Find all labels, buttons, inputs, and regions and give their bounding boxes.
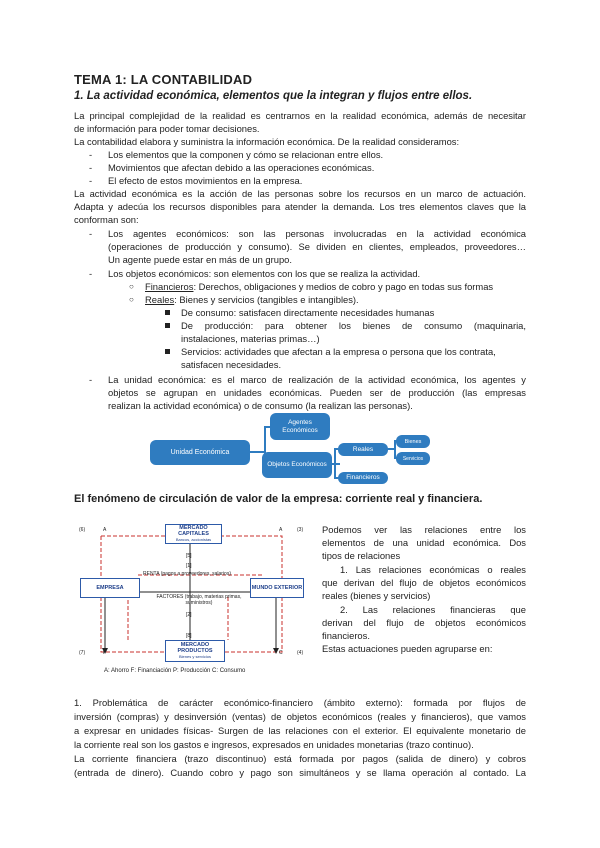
flow-number: [8] bbox=[186, 633, 192, 639]
rel2-line2: derivan del flujo de objetos económicos bbox=[322, 617, 526, 628]
final-para-line: a expresar en unidades físicas- Surgen de las relaciones con el exterior. El equivalente monetario de bbox=[74, 725, 526, 736]
final-para-line: inversión (compras) y desinversión (ventas) de objetos económicos (reales y financieros), que vamos bbox=[74, 711, 526, 722]
servicios-box: Servicios bbox=[396, 452, 430, 465]
objetos-text: Los objetos económicos: son elementos con los que se realiza la actividad. bbox=[108, 268, 421, 279]
final-para-line: la corriente real son los gastos e ingresos, expresados en unidades monetarias (trazo continuo). bbox=[74, 739, 474, 750]
circle-bullet: ○ bbox=[129, 295, 134, 304]
financieros-text: : Derechos, obligaciones y medios de cobro y pago en todas sus formas bbox=[193, 281, 494, 292]
agentes-line3: Un agente puede estar en más de un grupo. bbox=[108, 254, 292, 265]
mercado-productos-sub: Bienes y servicios bbox=[178, 654, 211, 659]
rel2-line3: financieros. bbox=[322, 630, 370, 641]
flow-number: (6) bbox=[79, 527, 86, 533]
flow-number: [5] bbox=[186, 553, 192, 559]
rel2-line1: 2. Las relaciones financieras que bbox=[340, 604, 526, 615]
unidad-line1: La unidad económica: es el marco de realización de la actividad económica, los agentes y bbox=[108, 374, 526, 385]
mundo-exterior-box: MUNDO EXTERIOR bbox=[250, 578, 304, 598]
agentes-line1: Los agentes económicos: son las personas involucradas en la actividad económica bbox=[108, 228, 526, 239]
rel1-line3: reales (bienes y servicios) bbox=[322, 590, 431, 601]
para1-line1: La principal complejidad de la realidad es centrarnos en la realidad económica, además de necesitar bbox=[74, 110, 526, 121]
rel1-line1: 1. Las relaciones económicas o reales bbox=[340, 564, 526, 575]
section-2-title: El fenómeno de circulación de valor de la empresa: corriente real y financiera. bbox=[74, 493, 483, 505]
node-letter: A bbox=[103, 527, 107, 533]
produccion-line1: De producción: para obtener los bienes de consumo (maquinaria, bbox=[181, 320, 526, 331]
dash-bullet: - bbox=[89, 228, 93, 239]
para1-line2: de información para poder tomar decisiones. bbox=[74, 123, 260, 134]
right-para-line2: elementos de una unidad económica. Dos bbox=[322, 537, 526, 548]
financieros-term: Financieros bbox=[145, 281, 194, 292]
financieros-box: Financieros bbox=[338, 472, 388, 484]
dash-bullet: - bbox=[89, 374, 93, 385]
dash-bullet: - bbox=[89, 149, 93, 160]
mercado-productos-label: MERCADO PRODUCTOS bbox=[177, 642, 213, 654]
para3-line2: Adapta y adecúa los recursos disponibles para atender la demanda. Los tres elementos claves que la bbox=[74, 201, 526, 212]
produccion-line2: instalaciones, materias primas…) bbox=[181, 333, 320, 344]
node-letter: A bbox=[279, 527, 283, 533]
flow-number: (3) bbox=[297, 527, 304, 533]
flow-number: (4) bbox=[297, 650, 304, 656]
para3-line3: conforman son: bbox=[74, 214, 139, 225]
unidad-economica-box: Unidad Económica bbox=[150, 440, 250, 465]
para3-line1: La actividad económica es la acción de las personas sobre los recursos en un marco de actuación. bbox=[74, 188, 526, 199]
factores-label: FACTORES (trabajo, materias primas, suministros) bbox=[156, 594, 242, 606]
agentes-economicos-box: Agentes Económicos bbox=[270, 413, 330, 440]
unidad-line2: objetos se agrupan en unidades económicas. Pueden ser de producción (las empresas bbox=[108, 387, 526, 398]
final-para-line: (entrada de dinero). Cuando cobro y pago son simultáneos y se llama operación al contado. La bbox=[74, 767, 526, 778]
mercado-capitales-label: MERCADO CAPITALES bbox=[178, 525, 209, 537]
servicios-line2: satisfacen necesidades. bbox=[181, 359, 282, 370]
diagram-legend: A: Ahorro F: Financiación P: Producción C: Consumo bbox=[104, 668, 246, 674]
final-para-line: La corriente financiera (trazo discontinuo) está formada por pagos (salida de dinero) y cobros bbox=[74, 753, 526, 764]
right-para-line3: tipos de relaciones bbox=[322, 550, 401, 561]
right-para-line1: Podemos ver las relaciones entre los bbox=[322, 524, 526, 535]
unidad-line3: realizan la actividad económica) o de consumo (la realizan las personas). bbox=[108, 400, 413, 411]
empresa-box: EMPRESA bbox=[80, 578, 140, 598]
agrupar-text: Estas actuaciones pueden agruparse en: bbox=[322, 643, 493, 654]
dash-bullet: - bbox=[89, 162, 93, 173]
agentes-line2: (operaciones de producción y consumo). Se dividen en clientes, empleados, proveedores… bbox=[108, 241, 526, 252]
section-1-title: 1. La actividad económica, elementos que la integran y flujos entre ellos. bbox=[74, 90, 473, 102]
reales-text: : Bienes y servicios (tangibles e intangibles). bbox=[174, 294, 359, 305]
list1-item: Los elementos que la componen y cómo se relacionan entre ellos. bbox=[108, 149, 384, 160]
renta-label: RENTA (pagos a proveedores, salarios) bbox=[143, 571, 232, 577]
mercado-capitales-box bbox=[165, 524, 222, 544]
consumo-text: De consumo: satisfacen directamente necesidades humanas bbox=[181, 307, 435, 318]
bienes-box: Bienes bbox=[396, 435, 430, 448]
final-para-line: 1. Problemática de carácter económico-financiero (ámbito externo): formada por flujos de bbox=[74, 697, 526, 708]
circle-bullet: ○ bbox=[129, 282, 134, 291]
node-letter: P bbox=[103, 650, 107, 656]
para2: La contabilidad elabora y suministra la información económica. De la realidad consideramos: bbox=[74, 136, 460, 147]
list1-item: Movimientos que afectan debido a las operaciones económicas. bbox=[108, 162, 375, 173]
dash-bullet: - bbox=[89, 268, 93, 279]
objetos-economicos-box: Objetos Económicos bbox=[262, 452, 332, 478]
rel1-line2: que derivan del flujo de objetos económicos bbox=[322, 577, 526, 588]
list1-item: El efecto de estos movimientos en la empresa. bbox=[108, 175, 303, 186]
servicios-line1: Servicios: actividades que afectan a la empresa o persona que los contrata, bbox=[181, 346, 496, 357]
node-letter: C bbox=[279, 650, 283, 656]
flow-number: [1] bbox=[186, 563, 192, 569]
mercado-capitales-sub: Bancos, accionistas bbox=[175, 537, 212, 542]
flow-number: (7) bbox=[79, 650, 86, 656]
reales-box: Reales bbox=[338, 443, 388, 456]
reales-term: Reales bbox=[145, 294, 175, 305]
page-title: TEMA 1: LA CONTABILIDAD bbox=[74, 72, 253, 87]
dash-bullet: - bbox=[89, 175, 93, 186]
flow-number: [2] bbox=[186, 612, 192, 618]
mercado-productos-box bbox=[165, 640, 225, 662]
